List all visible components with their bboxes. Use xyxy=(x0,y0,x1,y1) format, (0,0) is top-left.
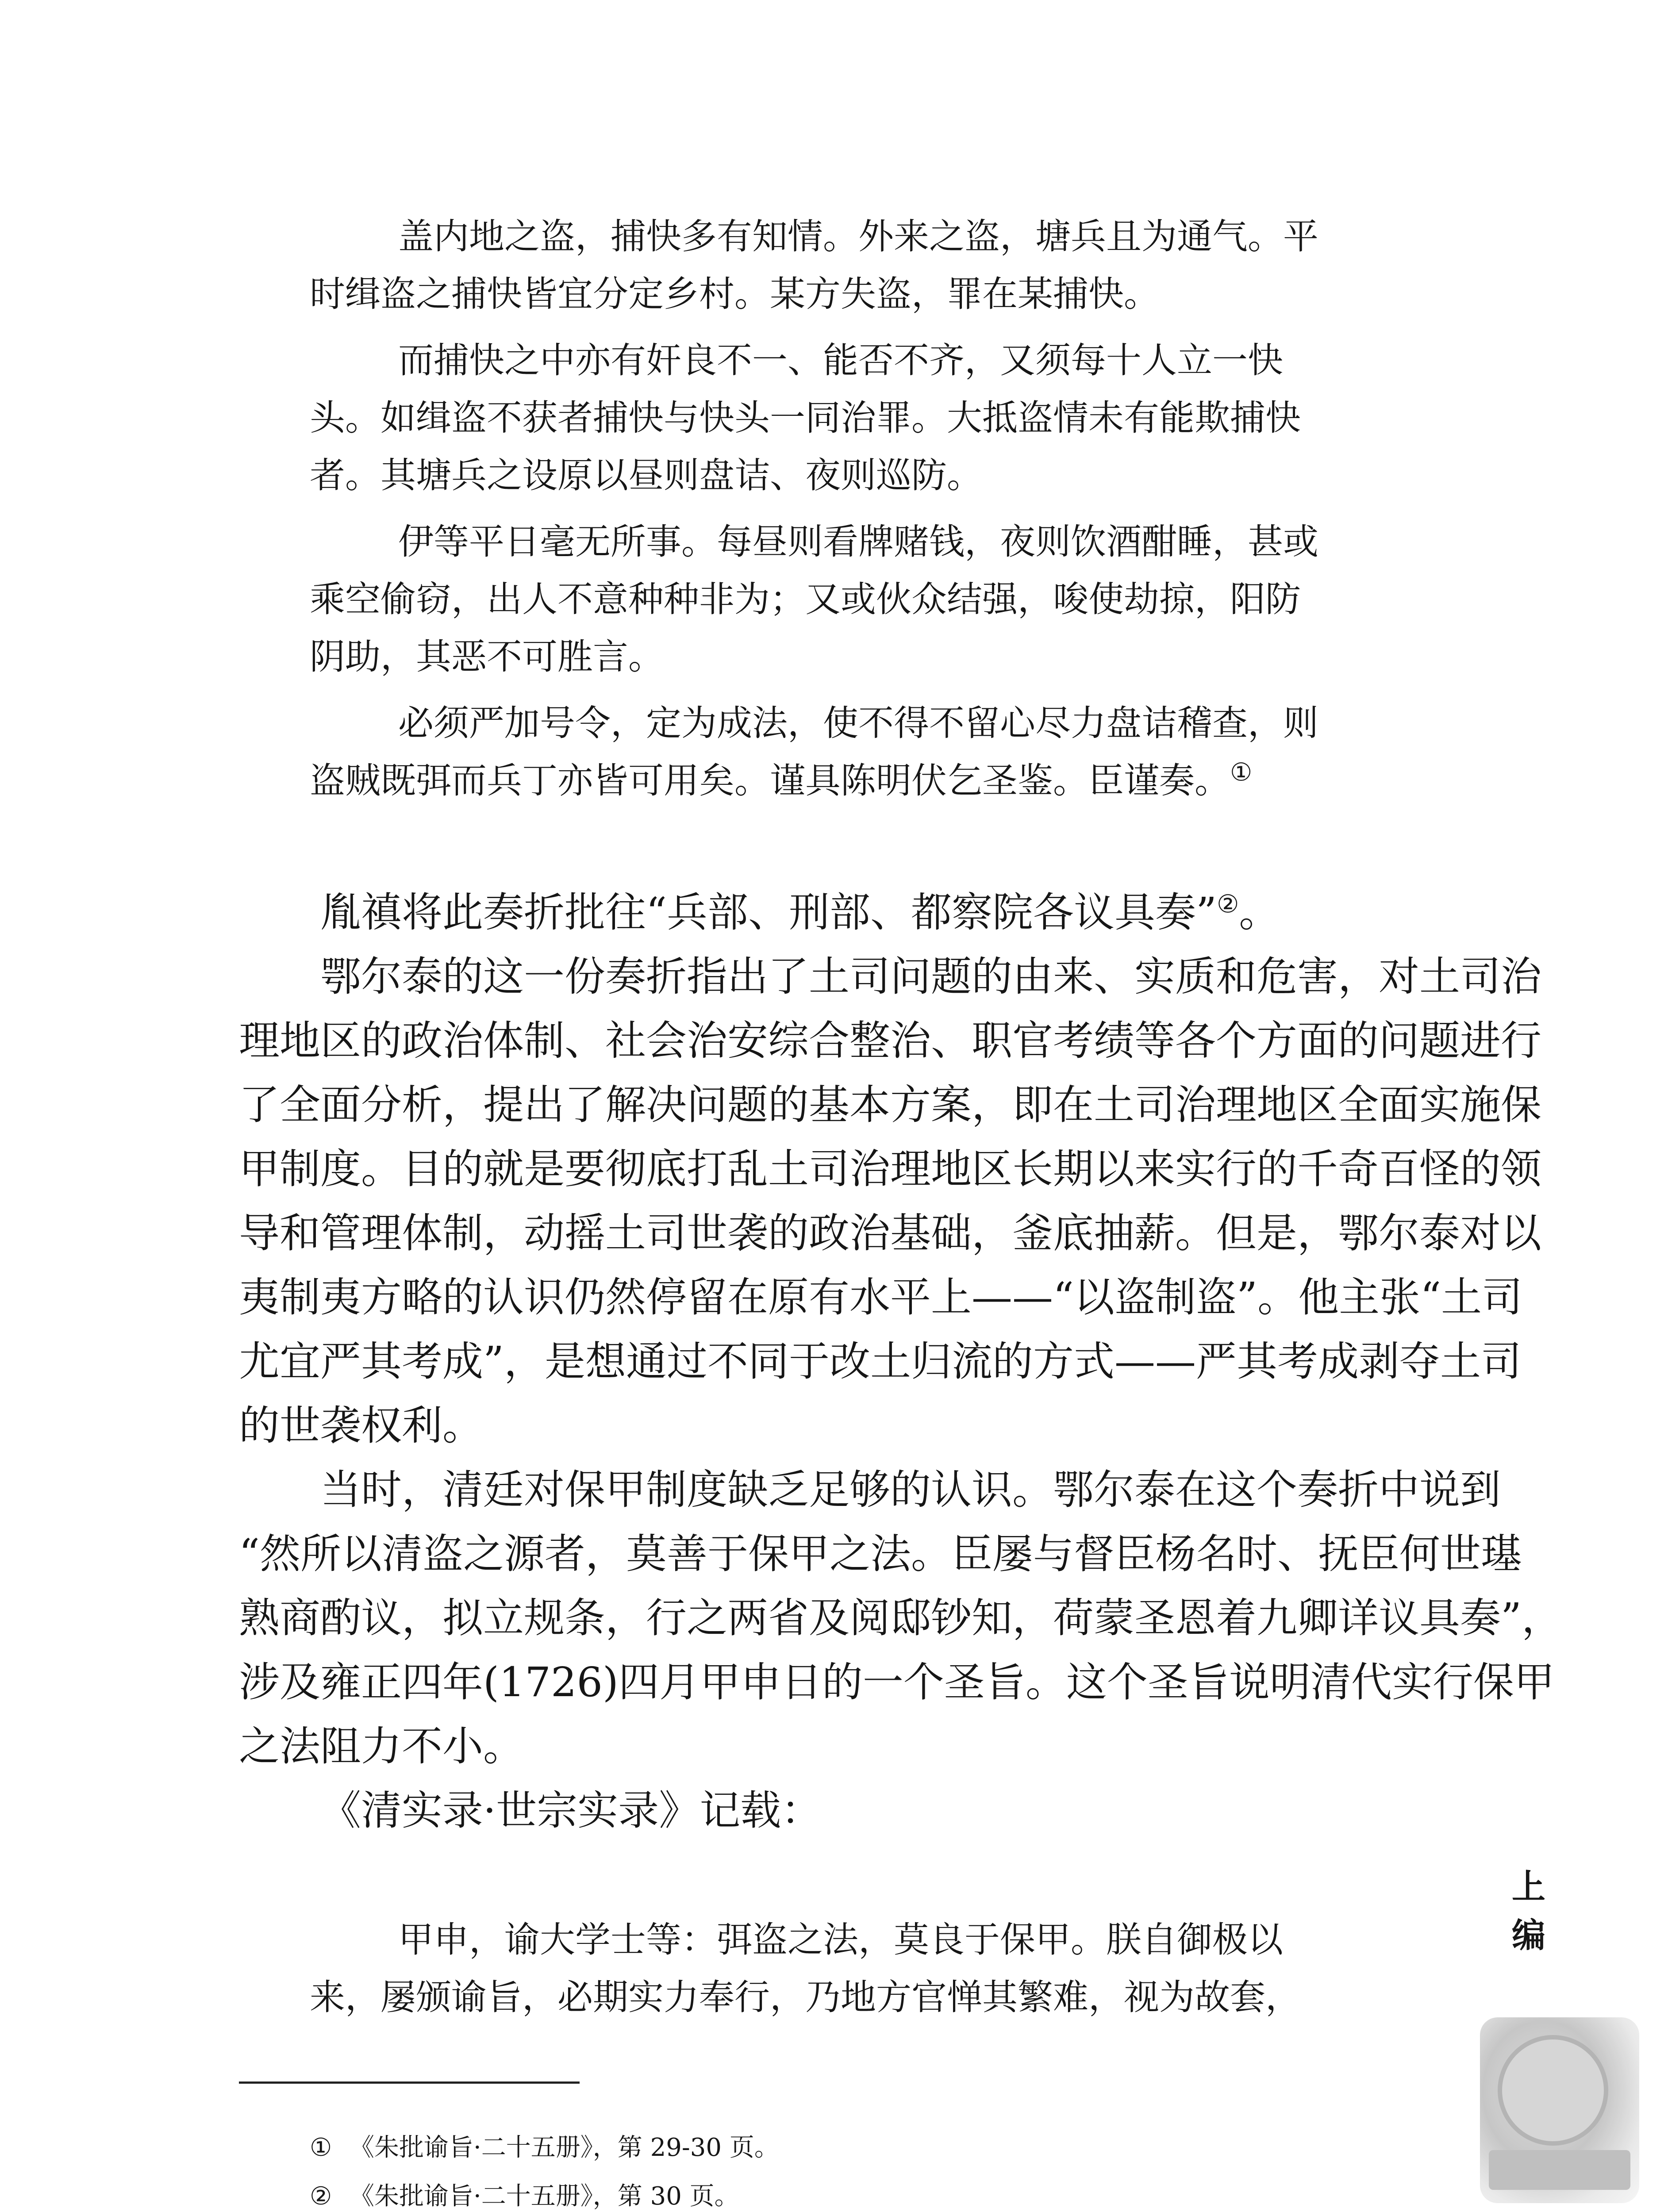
paragraph-2-line: 夷制夷方略的认识仍然停留在原有水平上——“以盗制盗”。他主张“土司 xyxy=(239,1274,1523,1321)
body-text xyxy=(239,880,1563,1843)
footnote-mark: ② xyxy=(310,2182,332,2211)
paragraph-3-line: 熟商酌议，拟立规条，行之两省及阅邸钞知，荷蒙圣恩着九卿详议具奏”， xyxy=(239,1594,1563,1642)
footnote-1 xyxy=(310,2124,779,2172)
quote-line: 头。如缉盗不获者捕快与快头一同治罪。大抵盗情未有能欺捕快 xyxy=(310,397,1301,438)
paragraph-2-line: 导和管理体制，动摇土司世袭的政治基础，釜底抽薪。但是，鄂尔泰对以 xyxy=(239,1210,1542,1257)
footnote-text: 《朱批谕旨·二十五册》，第 30 页。 xyxy=(350,2182,739,2211)
paragraph-2-line: 甲制度。目的就是要彻底打乱土司治理地区长期以来实行的千奇百怪的领 xyxy=(239,1145,1542,1193)
ornament-disc xyxy=(1498,2035,1608,2146)
footnote-2 xyxy=(310,2172,779,2212)
paragraph-2-line: 了全面分析，提出了解决问题的基本方案，即在土司治理地区全面实施保 xyxy=(239,1081,1542,1129)
quote-line: 者。其塘兵之设原以昼则盘诘、夜则巡防。 xyxy=(310,455,982,496)
paragraph-2-line: 的世袭权利。 xyxy=(239,1402,484,1449)
side-tab-char: 编 xyxy=(1512,1916,1545,1955)
footnote-ref-2[interactable]: ② xyxy=(1217,890,1239,919)
paragraph-3-line: 之法阻力不小。 xyxy=(239,1723,524,1770)
quote-line-text: 盗贼既弭而兵丁亦皆可用矣。谨具陈明伏乞圣鉴。臣谨奏。 xyxy=(310,760,1230,801)
paragraph-1-end: 。 xyxy=(1239,889,1280,936)
paragraph-2-line: 鄂尔泰的这一份奏折指出了土司问题的由来、实质和危害，对土司治 xyxy=(320,953,1542,1000)
paragraph-1 xyxy=(239,880,1469,945)
quote-line: 乘空偷窃，出人不意种种非为；又或伙众结强，唆使劫掠，阳防 xyxy=(310,579,1301,620)
footnote-text: 《朱批谕旨·二十五册》，第 29-30 页。 xyxy=(350,2133,779,2162)
ornament-base xyxy=(1489,2150,1630,2190)
paragraph-2-line: 尤宜严其考成”，是想通过不同于改土归流的方式——严其考成剥夺土司 xyxy=(239,1338,1522,1385)
paragraph-3-line: “然所以清盗之源者，莫善于保甲之法。臣屡与督臣杨名时、抚臣何世璂 xyxy=(239,1530,1522,1578)
footnote-divider xyxy=(239,2081,580,2084)
quote-line: 而捕快之中亦有奸良不一、能否不齐，又须每十人立一快 xyxy=(398,340,1283,381)
paragraph-2-line: 理地区的政治体制、社会治安综合整治、职官考绩等各个方面的问题进行 xyxy=(239,1017,1542,1064)
quote-line: 盖内地之盗，捕快多有知情。外来之盗，塘兵且为通气。平 xyxy=(398,216,1318,257)
quote-line xyxy=(310,752,1372,810)
paragraph-3-line: 涉及雍正四年(1726)四月甲申日的一个圣旨。这个圣旨说明清代实行保甲 xyxy=(239,1659,1555,1706)
quote-line: 必须严加号令，定为成法，使不得不留心尽力盘诘稽查，则 xyxy=(398,703,1318,744)
paragraph-3-line: 当时，清廷对保甲制度缺乏足够的认识。鄂尔泰在这个奏折中说到 xyxy=(320,1466,1501,1513)
quote-line: 来，屡颁谕旨，必期实力奉行，乃地方官惮其繁难，视为故套， xyxy=(310,1977,1301,2018)
quote-line: 伊等平日毫无所事。每昼则看牌赌钱，夜则饮酒酣睡，甚或 xyxy=(398,521,1318,562)
footnote-mark: ① xyxy=(310,2133,332,2162)
side-tab-char: 上 xyxy=(1512,1867,1545,1906)
quote-line: 阴助，其恶不可胜言。 xyxy=(310,636,664,677)
decorative-ornament-image xyxy=(1480,2017,1639,2203)
memorial-quote xyxy=(310,208,1372,810)
paragraph-4: 《清实录·世宗实录》记载： xyxy=(320,1787,822,1834)
footnotes xyxy=(310,2124,779,2212)
section-side-tab xyxy=(1500,1863,1557,1960)
footnote-ref-1[interactable]: ① xyxy=(1230,758,1253,787)
quote-line: 时缉盗之捕快皆宜分定乡村。某方失盗，罪在某捕快。 xyxy=(310,273,1159,315)
quote-line: 甲申，谕大学士等：弭盗之法，莫良于保甲。朕自御极以 xyxy=(398,1919,1283,1960)
paragraph-1-text: 胤禛将此奏折批往“兵部、刑部、都察院各议具奏” xyxy=(320,889,1217,936)
edict-quote xyxy=(310,1911,1372,2026)
